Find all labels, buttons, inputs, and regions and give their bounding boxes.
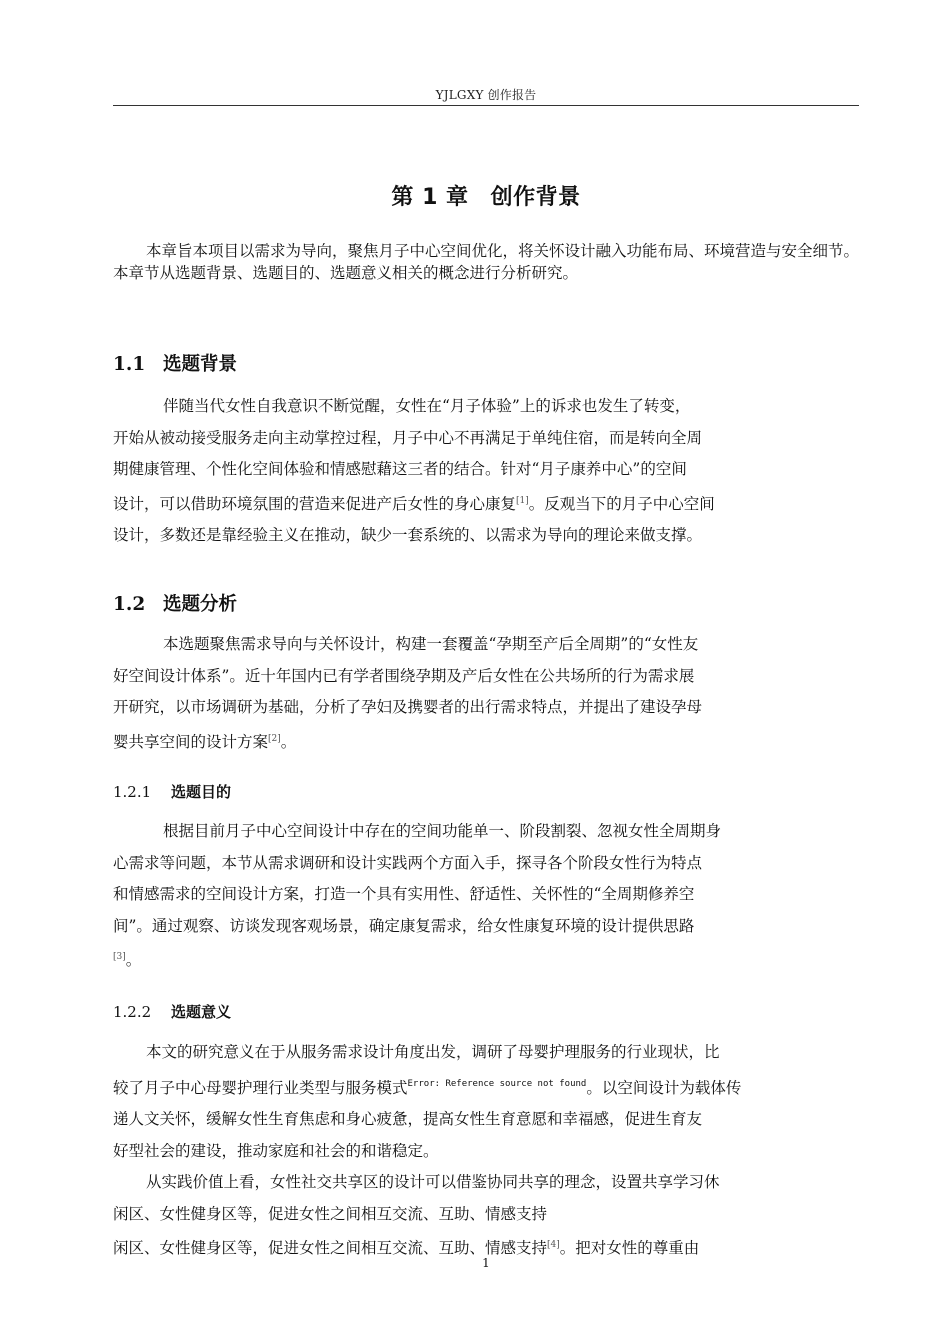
- paragraph-line: 本文的研究意义在于从服务需求设计角度出发，调研了母婴护理服务的行业现状，比: [146, 1043, 720, 1061]
- citation-ref[interactable]: [4]: [547, 1240, 560, 1250]
- subsection-heading-1-2-2: [113, 1001, 231, 1022]
- line-text: 。把对女性的尊重由: [559, 1239, 700, 1258]
- paragraph-line: 开研究，以市场调研为基础，分析了孕妇及携婴者的出行需求特点，并提出了建设孕母: [113, 698, 703, 716]
- paragraph-line: 闲区、女性健身区等，促进女性之间相互交流、互助、情感支持: [113, 1204, 548, 1223]
- subsection-number: 1.2.2: [113, 1003, 152, 1021]
- section-title: 选题背景: [163, 354, 238, 375]
- chapter-intro: 本章旨本项目以需求为导向，聚焦月子中心空间优化，将关怀设计融入功能布局、环境营造与安全细节。本章节从选题背景、选题目的、选题意义相关的概念进行分析研究。: [113, 242, 860, 282]
- paragraph-line: 期健康管理、个性化空间体验和情感慰藉这三者的结合。针对“月子康养中心”的空间: [113, 460, 687, 478]
- chapter-number: 第 1 章: [391, 185, 469, 210]
- line-text: 婴共享空间的设计方案: [113, 732, 269, 751]
- paragraph-background: [113, 391, 859, 552]
- line-text: 较了月子中心母婴护理行业类型与服务模式: [113, 1078, 408, 1097]
- section-heading-1-2: [113, 590, 237, 616]
- paragraph-line: [113, 1069, 859, 1105]
- paragraph-line: [113, 486, 859, 521]
- chapter-name: 创作背景: [490, 185, 581, 210]
- section-number: 1.1: [113, 354, 146, 375]
- paragraph-significance: [113, 1037, 859, 1265]
- line-text: 闲区、女性健身区等，促进女性之间相互交流、互助、情感支持: [113, 1239, 548, 1258]
- line-text: 设计，可以借助环境氛围的营造来促进产后女性的身心康复: [113, 494, 517, 513]
- paragraph-line: 间”。通过观察、访谈发现客观场景，确定康复需求，给女性康复环境的设计提供思路: [113, 916, 695, 935]
- paragraph-line: 开始从被动接受服务走向主动掌控过程，月子中心不再满足于单纯住宿，而是转向全周: [113, 428, 703, 447]
- citation-ref[interactable]: [3]: [113, 952, 126, 962]
- citation-ref[interactable]: [2]: [268, 733, 281, 744]
- section-title: 选题分析: [163, 594, 238, 615]
- subsection-number: 1.2.1: [113, 783, 152, 801]
- citation-ref[interactable]: [1]: [516, 495, 529, 506]
- running-header: YJLGXY 创作报告: [435, 88, 537, 102]
- chapter-title: [113, 180, 859, 211]
- paragraph-line: 从实践价值上看，女性社交共享区的设计可以借鉴协同共享的理念，设置共享学习休: [146, 1173, 720, 1191]
- paragraph-line: [113, 942, 859, 977]
- paragraph-line: 好型社会的建设，推动家庭和社会的和谐稳定。: [113, 1141, 439, 1160]
- paragraph-line: 本选题聚焦需求导向与关怀设计，构建一套覆盖“孕期至产后全周期”的“女性友: [163, 635, 699, 653]
- section-heading-1-1: [113, 350, 237, 376]
- paragraph-line: [113, 724, 859, 759]
- line-text: 。: [125, 951, 142, 970]
- line-text: 。以空间设计为载体传: [586, 1078, 742, 1097]
- line-text: 。: [280, 732, 297, 751]
- paragraph-line: 根据目前月子中心空间设计中存在的空间功能单一、阶段割裂、忽视女性全周期身: [163, 822, 722, 840]
- subsection-title: 选题意义: [171, 1003, 232, 1021]
- paragraph-line: 设计，多数还是靠经验主义在推动，缺少一套系统的、以需求为导向的理论来做支撑。: [113, 526, 703, 545]
- paragraph-line: 伴随当代女性自我意识不断觉醒，女性在“月子体验”上的诉求也发生了转变，: [163, 397, 691, 415]
- paragraph-line: 好空间设计体系”。近十年国内已有学者围绕孕期及产后女性在公共场所的行为需求展: [113, 666, 695, 685]
- line-text: 。反观当下的月子中心空间: [528, 494, 715, 513]
- paragraph-line: 递人文关怀，缓解女性生育焦虑和身心疲惫，提高女性生育意愿和幸福感，促进生育友: [113, 1110, 703, 1128]
- paragraph-line: 和情感需求的空间设计方案，打造一个具有实用性、舒适性、关怀性的“全周期修养空: [113, 885, 695, 903]
- paragraph-purpose: [113, 816, 859, 977]
- page-number: 1: [482, 1256, 490, 1270]
- reference-error: Error: Reference source not found: [407, 1078, 587, 1089]
- section-number: 1.2: [113, 594, 146, 615]
- paragraph-analysis: [113, 629, 859, 758]
- paragraph-line: 心需求等问题，本节从需求调研和设计实践两个方面入手，探寻各个阶段女性行为特点: [113, 853, 703, 872]
- header-rule: [113, 105, 859, 106]
- subsection-heading-1-2-1: [113, 781, 231, 802]
- subsection-title: 选题目的: [171, 783, 232, 801]
